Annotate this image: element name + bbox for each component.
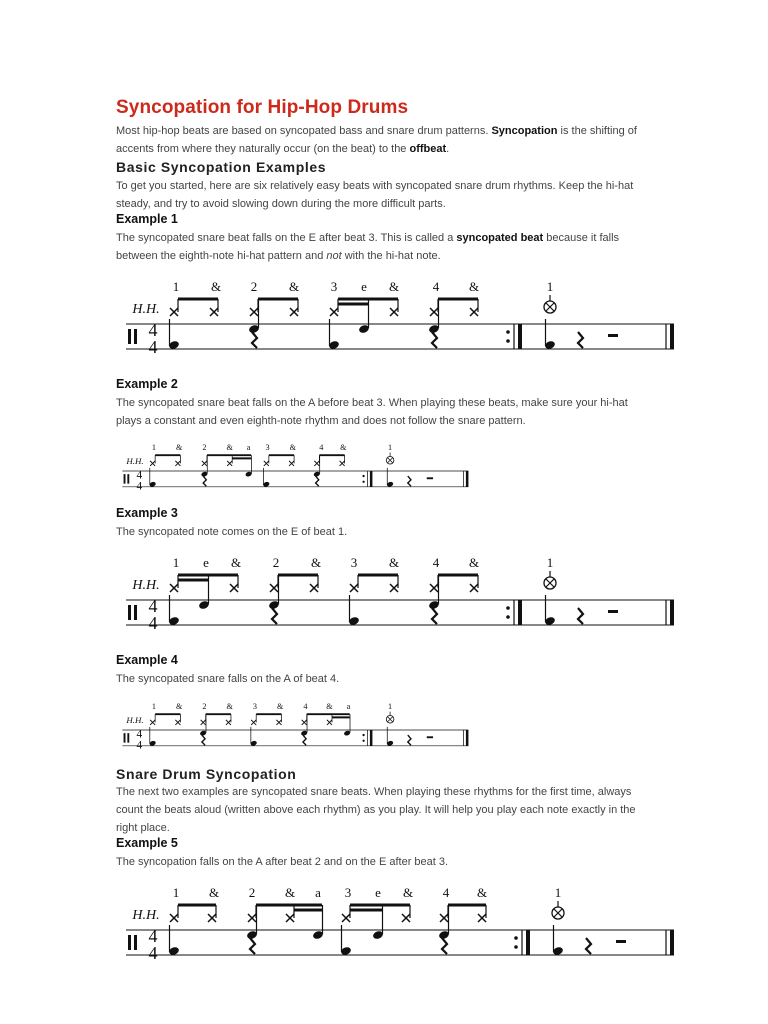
hihat-note bbox=[201, 720, 206, 725]
hihat-note bbox=[327, 720, 332, 725]
hihat-note bbox=[302, 720, 307, 725]
example-1-notation bbox=[116, 279, 686, 369]
hihat-note bbox=[170, 914, 178, 922]
percussion-clef bbox=[134, 605, 137, 620]
hihat-note bbox=[248, 914, 256, 922]
time-signature-bottom: 4 bbox=[136, 739, 143, 752]
example-2-text: The syncopated snare beat falls on the A before beat 3. When playing these beats, make sure your hi-hat plays a constant and even eighth-note rhythm and does not follow the snare pattern. bbox=[116, 397, 628, 427]
hihat-note bbox=[286, 914, 294, 922]
hihat-note bbox=[226, 720, 231, 725]
ex1-italic: not bbox=[326, 250, 342, 262]
count-label: 2 bbox=[202, 443, 207, 453]
quarter-rest bbox=[203, 476, 206, 486]
hihat-label: H.H. bbox=[132, 302, 160, 317]
percussion-clef bbox=[134, 935, 137, 950]
hihat-note bbox=[470, 308, 478, 316]
crash-cymbal-x bbox=[546, 579, 554, 587]
count-label: 2 bbox=[250, 279, 258, 294]
count-label: & bbox=[326, 702, 333, 712]
count-label: & bbox=[388, 279, 400, 294]
half-rest bbox=[427, 736, 433, 738]
count-label: e bbox=[361, 279, 367, 294]
half-rest bbox=[608, 610, 618, 613]
hihat-note bbox=[289, 461, 294, 466]
repeat-bar bbox=[370, 730, 373, 746]
count-label: & bbox=[340, 443, 347, 453]
repeat-dot bbox=[506, 330, 510, 334]
final-bar bbox=[670, 600, 674, 625]
hihat-note bbox=[430, 584, 438, 592]
count-label: & bbox=[175, 702, 183, 712]
count-label: & bbox=[284, 885, 296, 900]
repeat-dot bbox=[506, 606, 510, 610]
quarter-rest bbox=[316, 476, 319, 486]
half-rest bbox=[608, 334, 618, 337]
count-label: & bbox=[230, 555, 242, 570]
count-label: 3 bbox=[330, 279, 338, 294]
count-label: & bbox=[226, 443, 233, 453]
percussion-clef bbox=[127, 733, 129, 742]
count-label: 1 bbox=[172, 885, 180, 900]
example-4-text: The syncopated snare falls on the A of beat 4. bbox=[116, 673, 340, 685]
count-label: 3 bbox=[252, 702, 258, 712]
hihat-note bbox=[210, 308, 218, 316]
repeat-dot bbox=[362, 475, 364, 477]
quarter-rest bbox=[202, 735, 205, 745]
final-bar bbox=[670, 324, 674, 349]
count-label: 4 bbox=[442, 885, 450, 900]
time-signature-bottom: 4 bbox=[148, 613, 158, 633]
count-label: 4 bbox=[432, 555, 440, 570]
repeat-dot bbox=[362, 734, 364, 736]
count-label: 4 bbox=[432, 279, 440, 294]
percussion-clef bbox=[134, 329, 137, 344]
half-rest bbox=[427, 477, 433, 479]
example-3-text: The syncopated note comes on the E of beat 1. bbox=[116, 526, 348, 538]
percussion-clef bbox=[124, 733, 126, 742]
final-bar bbox=[466, 730, 469, 746]
hihat-note bbox=[170, 584, 178, 592]
final-bar bbox=[466, 471, 469, 487]
quarter-rest bbox=[303, 735, 306, 745]
intro-paragraph bbox=[116, 122, 656, 158]
hihat-label: H.H. bbox=[126, 456, 144, 467]
hihat-note bbox=[402, 914, 410, 922]
percussion-clef bbox=[127, 474, 129, 483]
count-label: 3 bbox=[265, 443, 270, 453]
hihat-note bbox=[230, 584, 238, 592]
quarter-rest bbox=[272, 608, 277, 624]
hihat-note bbox=[478, 914, 486, 922]
time-signature-top: 4 bbox=[148, 596, 158, 616]
ex1-bold: syncopated beat bbox=[456, 232, 544, 244]
example-3-heading: Example 3 bbox=[116, 506, 178, 520]
count-label: & bbox=[277, 702, 284, 712]
hihat-note bbox=[170, 308, 178, 316]
count-label: 1 bbox=[151, 702, 156, 712]
hihat-note bbox=[350, 584, 358, 592]
example-1-text bbox=[116, 229, 656, 265]
count-label: 2 bbox=[272, 555, 280, 570]
hihat-note bbox=[150, 720, 155, 725]
count-label: 2 bbox=[248, 885, 256, 900]
time-signature-bottom: 4 bbox=[148, 337, 158, 357]
count-label: a bbox=[346, 702, 351, 712]
count-label: & bbox=[468, 555, 480, 570]
section-heading-snare: Snare Drum Syncopation bbox=[116, 766, 297, 782]
hihat-label: H.H. bbox=[126, 715, 144, 726]
repeat-dot bbox=[506, 615, 510, 619]
quarter-rest bbox=[432, 332, 437, 348]
repeat-dot bbox=[514, 945, 518, 949]
count-label: e bbox=[375, 885, 381, 900]
percussion-clef bbox=[128, 605, 131, 620]
crash-cymbal-x bbox=[554, 909, 562, 917]
hihat-note bbox=[251, 720, 256, 725]
hihat-note bbox=[310, 584, 318, 592]
quarter-rest bbox=[408, 735, 411, 745]
quarter-rest bbox=[250, 938, 255, 954]
example-4-heading: Example 4 bbox=[116, 653, 178, 667]
repeat-bar bbox=[518, 324, 522, 349]
example-4-notation bbox=[116, 701, 476, 759]
quarter-rest bbox=[252, 332, 257, 348]
repeat-bar bbox=[518, 600, 522, 625]
count-label: & bbox=[476, 885, 488, 900]
ex1-text-3: with the hi-hat note. bbox=[341, 250, 441, 262]
final-bar bbox=[670, 930, 674, 955]
count-label: & bbox=[388, 555, 400, 570]
repeat-dot bbox=[506, 339, 510, 343]
hihat-note bbox=[440, 914, 448, 922]
ending-count-label: 1 bbox=[546, 279, 554, 294]
hihat-note bbox=[430, 308, 438, 316]
quarter-rest bbox=[442, 938, 447, 954]
intro-text-3: . bbox=[446, 143, 450, 155]
count-label: 1 bbox=[151, 443, 156, 453]
hihat-label: H.H. bbox=[132, 908, 160, 923]
count-label: & bbox=[402, 885, 414, 900]
example-3-notation bbox=[116, 555, 686, 645]
count-label: & bbox=[175, 443, 183, 453]
half-rest bbox=[616, 940, 626, 943]
count-label: 4 bbox=[303, 702, 308, 712]
count-label: 2 bbox=[202, 702, 207, 712]
repeat-dot bbox=[514, 936, 518, 940]
intro-text-1: Most hip-hop beats are based on syncopated bass and snare drum patterns. bbox=[116, 125, 492, 137]
repeat-dot bbox=[362, 740, 364, 742]
hihat-note bbox=[390, 308, 398, 316]
time-signature-top: 4 bbox=[148, 320, 158, 340]
hihat-note bbox=[330, 308, 338, 316]
ending-count-label: 1 bbox=[546, 555, 554, 570]
count-label: 1 bbox=[172, 555, 180, 570]
hihat-note bbox=[250, 308, 258, 316]
intro-bold-offbeat: offbeat bbox=[409, 143, 447, 155]
example-1-heading: Example 1 bbox=[116, 212, 178, 226]
count-label: & bbox=[226, 702, 233, 712]
hihat-note bbox=[150, 461, 155, 466]
intro-bold-syncopation: Syncopation bbox=[491, 125, 558, 137]
example-2-heading: Example 2 bbox=[116, 377, 178, 391]
count-label: a bbox=[246, 443, 251, 453]
count-label: & bbox=[208, 885, 220, 900]
section-text-snare: The next two examples are syncopated snare beats. When playing these rhythms for the first time, always count the beats aloud (written above each rhythm) as you play. It will help you play each note exactly in the right place. bbox=[116, 786, 636, 834]
count-label: 1 bbox=[172, 279, 180, 294]
time-signature-top: 4 bbox=[148, 926, 158, 946]
hihat-label: H.H. bbox=[132, 578, 160, 593]
crash-cymbal-x bbox=[546, 303, 554, 311]
percussion-clef bbox=[128, 329, 131, 344]
quarter-rest bbox=[578, 608, 583, 624]
count-label: 3 bbox=[350, 555, 358, 570]
hihat-note bbox=[175, 461, 180, 466]
count-label: & bbox=[288, 279, 300, 294]
hihat-note bbox=[342, 914, 350, 922]
time-signature-top: 4 bbox=[136, 728, 143, 741]
hihat-note bbox=[264, 461, 269, 466]
count-label: a bbox=[315, 885, 321, 900]
count-label: e bbox=[203, 555, 209, 570]
repeat-bar bbox=[526, 930, 530, 955]
count-label: & bbox=[468, 279, 480, 294]
section-heading-basic: Basic Syncopation Examples bbox=[116, 159, 327, 175]
quarter-rest bbox=[408, 476, 411, 486]
count-label: & bbox=[210, 279, 222, 294]
example-2-notation bbox=[116, 442, 476, 500]
hihat-note bbox=[270, 584, 278, 592]
count-label: 3 bbox=[344, 885, 352, 900]
crash-cymbal-x bbox=[388, 458, 393, 463]
ending-count-label: 1 bbox=[388, 443, 393, 453]
hihat-note bbox=[340, 461, 345, 466]
example-5-notation bbox=[116, 885, 686, 975]
example-5-text: The syncopation falls on the A after beat 2 and on the E after beat 3. bbox=[116, 856, 449, 868]
hihat-note bbox=[175, 720, 180, 725]
time-signature-bottom: 4 bbox=[136, 480, 143, 493]
count-label: 4 bbox=[319, 443, 324, 453]
ex1-text-2: because it falls between the eighth-note hi-hat pattern and bbox=[116, 232, 620, 262]
hihat-note bbox=[290, 308, 298, 316]
ending-count-label: 1 bbox=[388, 702, 393, 712]
example-5-heading: Example 5 bbox=[116, 836, 178, 850]
hihat-note bbox=[227, 461, 232, 466]
percussion-clef bbox=[124, 474, 126, 483]
count-label: & bbox=[289, 443, 297, 453]
repeat-dot bbox=[362, 481, 364, 483]
repeat-bar bbox=[370, 471, 373, 487]
ex1-text-1: The syncopated snare beat falls on the E after beat 3. This is called a bbox=[116, 232, 457, 244]
quarter-rest bbox=[578, 332, 583, 348]
hihat-note bbox=[390, 584, 398, 592]
count-label: & bbox=[310, 555, 322, 570]
hihat-note bbox=[202, 461, 207, 466]
percussion-clef bbox=[128, 935, 131, 950]
ending-count-label: 1 bbox=[554, 885, 562, 900]
crash-cymbal-x bbox=[388, 717, 393, 722]
quarter-rest bbox=[586, 938, 591, 954]
page-title: Syncopation for Hip-Hop Drums bbox=[116, 97, 409, 118]
quarter-rest bbox=[432, 608, 437, 624]
time-signature-bottom: 4 bbox=[148, 943, 158, 963]
hihat-note bbox=[470, 584, 478, 592]
section-text-basic: To get you started, here are six relatively easy beats with syncopated snare drum rhythms. Keep the hi-hat steady, and try to avoid slowing down during the more difficult parts. bbox=[116, 180, 634, 210]
hihat-note bbox=[314, 461, 319, 466]
hihat-note bbox=[208, 914, 216, 922]
time-signature-top: 4 bbox=[136, 469, 143, 482]
hihat-note bbox=[276, 720, 281, 725]
intro-text-2: is the shifting of accents from where they naturally occur (on the beat) to the bbox=[116, 125, 637, 155]
